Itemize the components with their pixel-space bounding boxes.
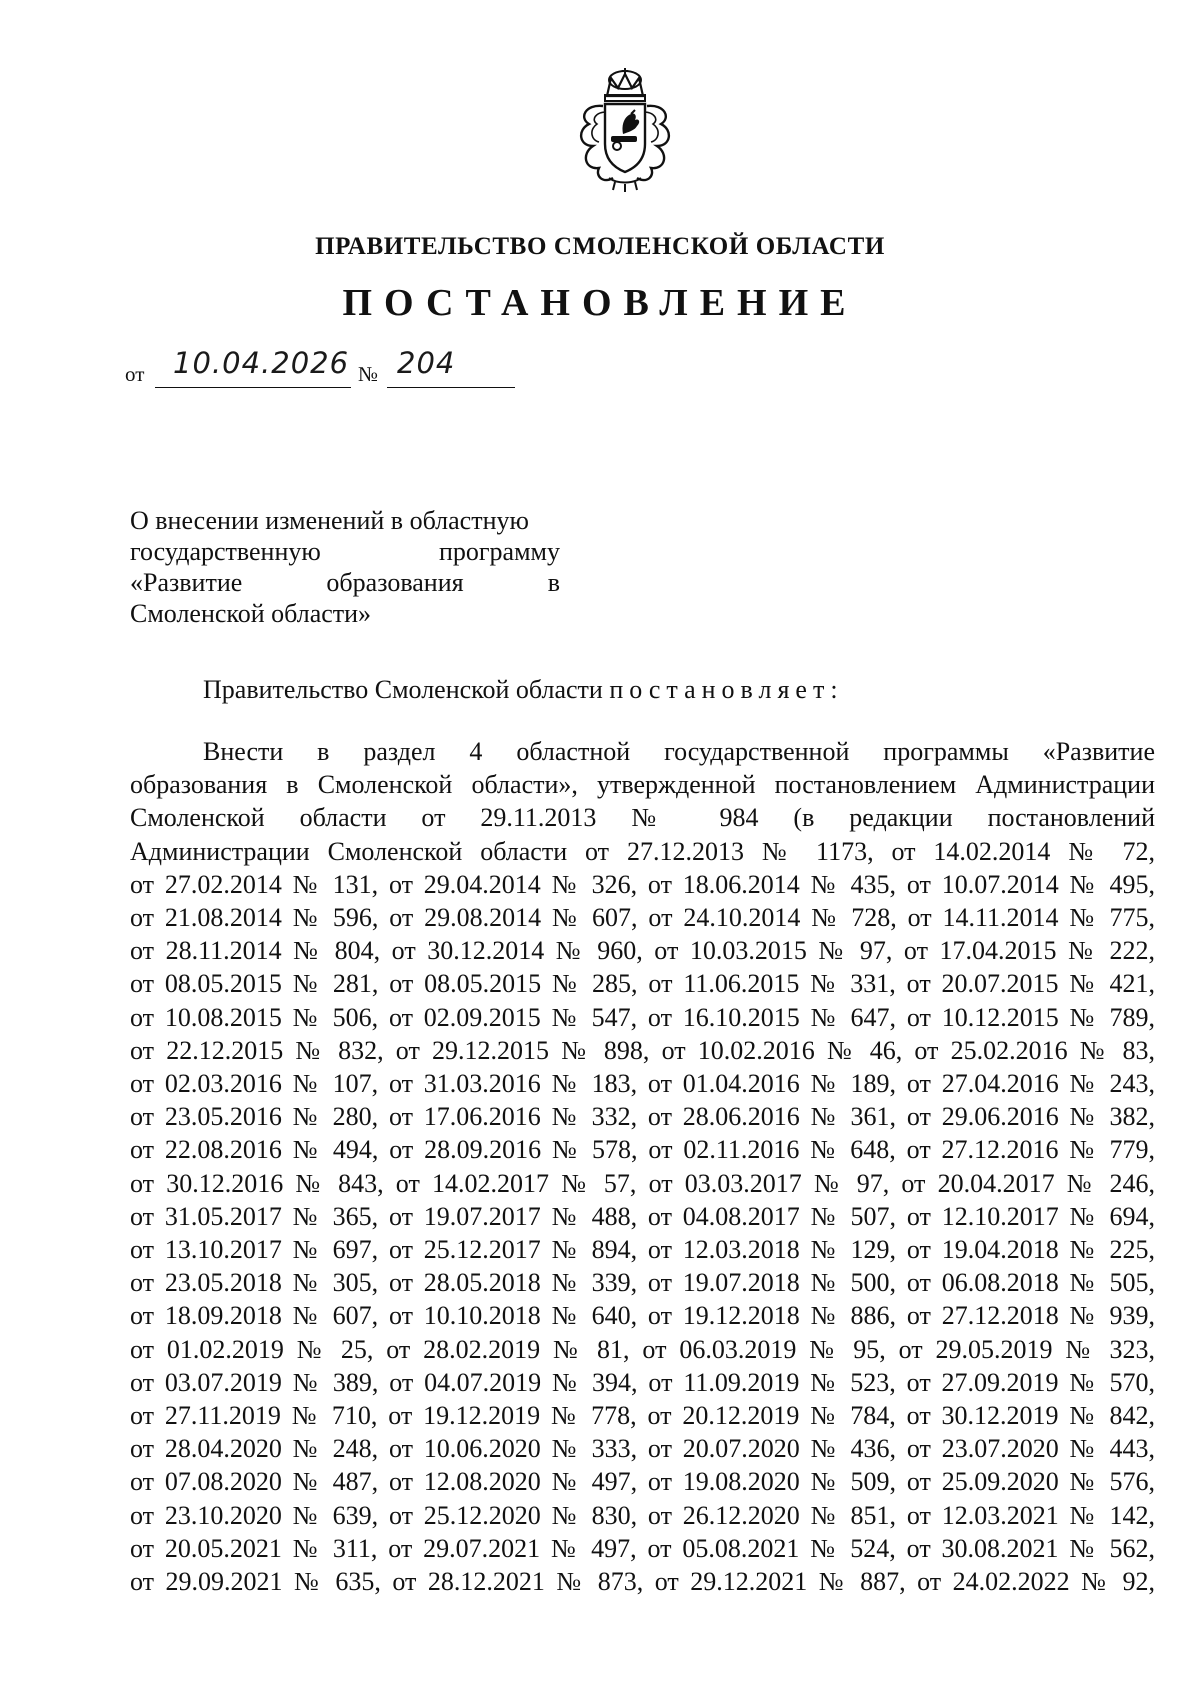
body-line: образования в Смоленской области», утвержденной постановлением Администрации — [130, 770, 1155, 800]
body-line: от 13.10.2017 № 697, от 25.12.2017 № 894, от 12.03.2018 № 129, от 19.04.2018 № 225, — [130, 1235, 1155, 1265]
subject-block — [130, 505, 560, 629]
body-line: от 22.12.2015 № 832, от 29.12.2015 № 898, от 10.02.2016 № 46, от 25.02.2016 № 83, — [130, 1035, 1155, 1065]
body-line: от 10.08.2015 № 506, от 02.09.2015 № 547, от 16.10.2015 № 647, от 10.12.2015 № 789, — [130, 1002, 1155, 1032]
subject-line: О внесении изменений в областную — [130, 506, 529, 535]
body-line: от 27.02.2014 № 131, от 29.04.2014 № 326, от 18.06.2014 № 435, от 10.07.2014 № 495, — [130, 869, 1155, 899]
body-line: от 02.03.2016 № 107, от 31.03.2016 № 183, от 01.04.2016 № 189, от 27.04.2016 № 243, — [130, 1069, 1155, 1099]
preamble — [203, 675, 844, 705]
date-underline — [155, 387, 351, 388]
body-line: Смоленской области от 29.11.2013 № 984 (в редакции постановлений — [130, 803, 1155, 833]
body-line: от 01.02.2019 № 25, от 28.02.2019 № 81, от 06.03.2019 № 95, от 29.05.2019 № 323, — [130, 1334, 1155, 1364]
body-line: от 23.05.2018 № 305, от 28.05.2018 № 339, от 19.07.2018 № 500, от 06.08.2018 № 505, — [130, 1268, 1155, 1298]
organization-title: ПРАВИТЕЛЬСТВО СМОЛЕНСКОЙ ОБЛАСТИ — [315, 233, 885, 260]
number-label: № — [358, 362, 379, 386]
body-line: от 31.05.2017 № 365, от 19.07.2017 № 488, от 04.08.2017 № 507, от 12.10.2017 № 694, — [130, 1201, 1155, 1231]
body-line: от 21.08.2014 № 596, от 29.08.2014 № 607, от 24.10.2014 № 728, от 14.11.2014 № 775, — [130, 903, 1155, 933]
date-number-line — [125, 346, 545, 390]
body-line: от 22.08.2016 № 494, от 28.09.2016 № 578, от 02.11.2016 № 648, от 27.12.2016 № 779, — [130, 1135, 1155, 1165]
preamble-text: Правительство Смоленской области — [203, 675, 610, 704]
body-line: от 20.05.2021 № 311, от 29.07.2021 № 497, от 05.08.2021 № 524, от 30.08.2021 № 562, — [130, 1533, 1155, 1563]
body-line: от 03.07.2019 № 389, от 04.07.2019 № 394, от 11.09.2019 № 523, от 27.09.2019 № 570, — [130, 1367, 1155, 1397]
body-line: от 08.05.2015 № 281, от 08.05.2015 № 285, от 11.06.2015 № 331, от 20.07.2015 № 421, — [130, 969, 1155, 999]
body-text — [130, 735, 1155, 1598]
from-label: от — [125, 362, 145, 386]
coat-of-arms-icon — [565, 66, 685, 194]
body-line: от 28.04.2020 № 248, от 10.06.2020 № 333, от 20.07.2020 № 436, от 23.07.2020 № 443, — [130, 1434, 1155, 1464]
handwritten-date: 10.04.2026 — [173, 346, 350, 380]
body-line: Внести в раздел 4 областной государственной программы «Развитие — [203, 737, 1155, 766]
body-line: от 29.09.2021 № 635, от 28.12.2021 № 873, от 29.12.2021 № 887, от 24.02.2022 № 92, — [130, 1567, 1155, 1597]
body-line: от 23.05.2016 № 280, от 17.06.2016 № 332, от 28.06.2016 № 361, от 29.06.2016 № 382, — [130, 1102, 1155, 1132]
body-line: от 18.09.2018 № 607, от 10.10.2018 № 640, от 19.12.2018 № 886, от 27.12.2018 № 939, — [130, 1301, 1155, 1331]
body-line: от 23.10.2020 № 639, от 25.12.2020 № 830, от 26.12.2020 № 851, от 12.03.2021 № 142, — [130, 1500, 1155, 1530]
subject-line: «Развитие образования в — [130, 568, 560, 597]
body-line: от 07.08.2020 № 487, от 12.08.2020 № 497, от 19.08.2020 № 509, от 25.09.2020 № 576, — [130, 1467, 1155, 1497]
handwritten-number: 204 — [397, 346, 456, 380]
subject-line: государственную программу — [130, 537, 560, 566]
preamble-decree-word: постановляет: — [609, 675, 844, 704]
body-line: от 28.11.2014 № 804, от 30.12.2014 № 960, от 10.03.2015 № 97, от 17.04.2015 № 222, — [130, 936, 1155, 966]
number-underline — [387, 387, 515, 388]
subject-line: Смоленской области» — [130, 599, 372, 628]
document-type-title: ПОСТАНОВЛЕНИЕ — [342, 282, 858, 324]
body-line: Администрации Смоленской области от 27.12.2013 № 1173, от 14.02.2014 № 72, — [130, 836, 1155, 866]
body-line: от 27.11.2019 № 710, от 19.12.2019 № 778, от 20.12.2019 № 784, от 30.12.2019 № 842, — [130, 1401, 1155, 1431]
body-line: от 30.12.2016 № 843, от 14.02.2017 № 57, от 03.03.2017 № 97, от 20.04.2017 № 246, — [130, 1168, 1155, 1198]
